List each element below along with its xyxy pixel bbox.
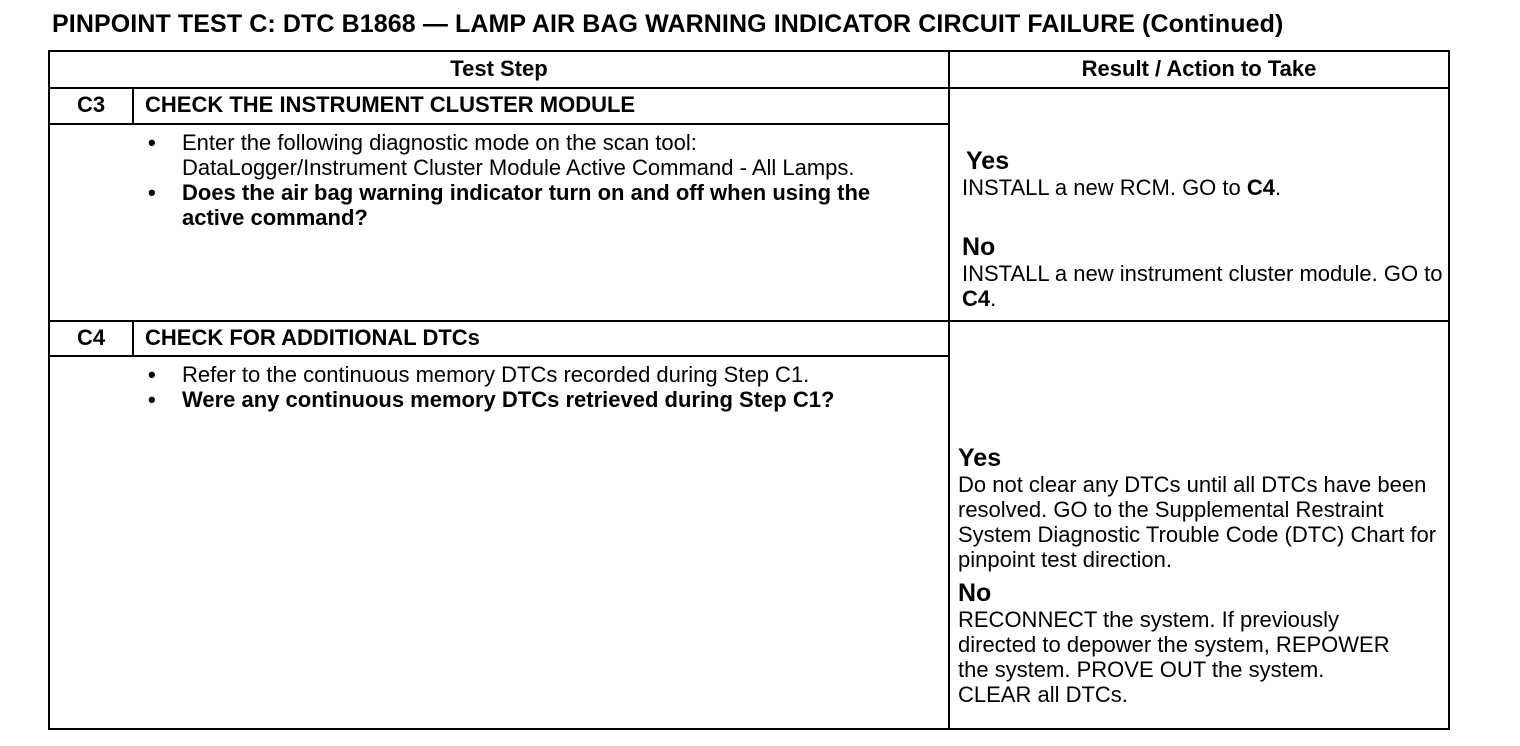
c3-yes-action: INSTALL a new RCM. GO to C4.: [962, 175, 1282, 200]
test-step-header: Test Step: [450, 56, 548, 81]
c3-yes-label: Yes: [966, 147, 1010, 175]
step-c3-title: CHECK THE INSTRUMENT CLUSTER MODULE: [145, 92, 636, 117]
pinpoint-test-table: [48, 50, 1450, 730]
step-c3-bullets: [140, 130, 920, 230]
step-c4-bullets: [140, 362, 920, 412]
column-divider: [948, 52, 950, 728]
step-c4-question: • Were any continuous memory DTCs retrieved during Step C1?: [148, 387, 835, 412]
c4-no-label: No: [958, 579, 992, 607]
step-c3-results: [962, 148, 1448, 311]
page-title: PINPOINT TEST C: DTC B1868 — LAMP AIR BAG WARNING INDICATOR CIRCUIT FAILURE (Continued): [52, 10, 1284, 38]
c3-title-divider: [50, 123, 948, 125]
c4-title-divider: [50, 355, 948, 357]
result-header: Result / Action to Take: [1081, 56, 1317, 81]
c4-yes-action: Do not clear any DTCs until all DTCs have been resolved. GO to the Supplemental Restraint System Diagnostic Trouble Code (DTC) Chart for pinpoint test direction.: [958, 472, 1437, 572]
c4-no-action: RECONNECT the system. If previously directed to depower the system, REPOWER the system. PROVE OUT the system. CLEAR all DTCs.: [958, 607, 1390, 707]
header-divider: [50, 87, 1448, 89]
c3-num-divider: [132, 87, 134, 125]
c3-no-action: INSTALL a new instrument cluster module. GO to C4.: [962, 261, 1443, 311]
step-c3-number: C3: [76, 92, 106, 117]
step-c4-instruction: • Refer to the continuous memory DTCs recorded during Step C1.: [148, 362, 810, 387]
step-c3-instruction: • Enter the following diagnostic mode on the scan tool: DataLogger/Instrument Cluster Module Active Command - All Lamps.: [148, 130, 855, 180]
bullet-icon: •: [148, 362, 156, 387]
step-c4-results: [958, 445, 1446, 707]
c3-no-label: No: [962, 233, 996, 261]
c4-num-divider: [132, 320, 134, 357]
step-c4-number: C4: [76, 325, 106, 350]
step-c4-title: CHECK FOR ADDITIONAL DTCs: [145, 325, 480, 350]
step-c3-question: • Does the air bag warning indicator turn on and off when using the active command?: [148, 180, 871, 230]
c4-yes-label: Yes: [958, 444, 1002, 472]
bullet-icon: •: [148, 130, 156, 155]
bullet-icon: •: [148, 387, 156, 412]
bullet-icon: •: [148, 180, 156, 205]
c3-c4-divider: [50, 320, 1448, 322]
